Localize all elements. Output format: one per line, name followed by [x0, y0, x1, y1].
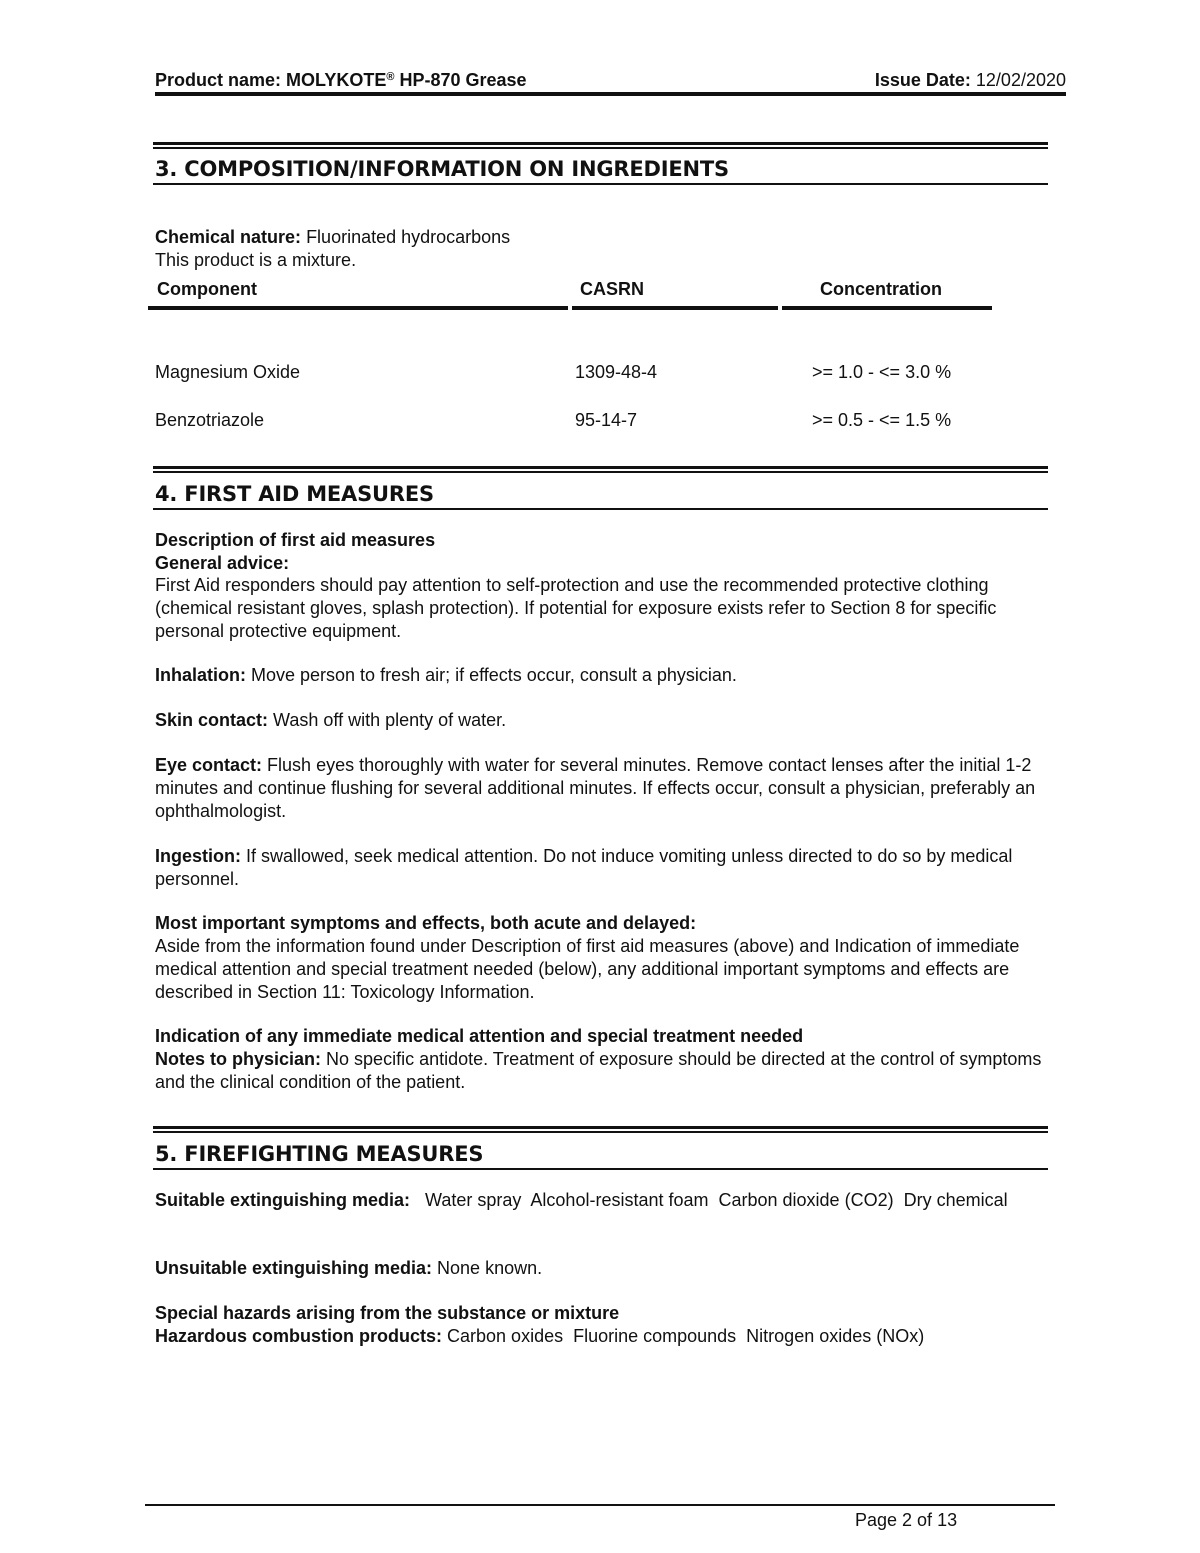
registered-mark: ®	[386, 71, 395, 83]
section-5-title-rule	[153, 1168, 1048, 1170]
general-advice-label: General advice:	[155, 553, 290, 573]
notes-to-physician-label: Notes to physician:	[155, 1049, 322, 1069]
unsuitable-media-label: Unsuitable extinguishing media:	[155, 1258, 433, 1278]
table-header-casrn: CASRN	[580, 279, 645, 299]
ingestion-label: Ingestion:	[155, 846, 241, 866]
section-4-title-rule	[153, 508, 1048, 510]
table-row-1-casrn: 1309-48-4	[575, 362, 658, 382]
issue-date-value: 12/02/2020	[975, 70, 1066, 90]
indication-heading: Indication of any immediate medical attention and special treatment needed	[155, 1026, 804, 1046]
table-row-1-component: Magnesium Oxide	[155, 362, 301, 382]
symptoms-heading: Most important symptoms and effects, both acute and delayed:	[155, 913, 697, 933]
section-4-title: 4. FIRST AID MEASURES	[155, 482, 434, 506]
chemical-nature-value: Fluorinated hydrocarbons	[306, 227, 511, 247]
product-name	[155, 69, 527, 91]
table-row-1-concentration: >= 1.0 - <= 3.0 %	[812, 362, 952, 382]
issue-date-label: Issue Date:	[874, 70, 971, 90]
section-5-title: 5. FIREFIGHTING MEASURES	[155, 1142, 484, 1166]
ingestion	[155, 845, 1040, 891]
skin-contact-text: Wash off with plenty of water.	[268, 710, 507, 730]
chemical-nature	[155, 226, 1055, 249]
table-header-rule-1	[148, 306, 568, 310]
eye-contact-label: Eye contact:	[155, 755, 263, 775]
notes-to-physician	[155, 1048, 1045, 1094]
table-row-2-casrn: 95-14-7	[575, 410, 638, 430]
chemical-nature-label: Chemical nature:	[155, 227, 302, 247]
unsuitable-media	[155, 1257, 1055, 1280]
issue-date	[875, 69, 1066, 91]
section-3-title: 3. COMPOSITION/INFORMATION ON INGREDIENTS	[155, 157, 729, 181]
symptoms-text: Aside from the information found under Description of first aid measures (above) and Indication of immediate medical attention and special treatment needed (below), any additional important symptoms and effects are described in Section 11: Toxicology Information.	[155, 936, 1020, 1002]
section-3-top-rule	[153, 142, 1048, 149]
product-name-rest: HP-870 Grease	[394, 70, 527, 90]
section-4-top-rule	[153, 466, 1048, 473]
section-5-top-rule	[153, 1126, 1048, 1133]
combustion-products-label: Hazardous combustion products:	[155, 1326, 443, 1346]
combustion-products	[155, 1325, 1055, 1348]
ingestion-text: If swallowed, seek medical attention. Do not induce vomiting unless directed to do so by medical personnel.	[155, 846, 1013, 889]
skin-contact	[155, 709, 1055, 732]
table-header-rule-2	[572, 306, 778, 310]
combustion-products-text: Carbon oxides Fluorine compounds Nitrogen oxides (NOx)	[442, 1326, 925, 1346]
table-header-component: Component	[157, 279, 257, 299]
suitable-media-label: Suitable extinguishing media:	[155, 1190, 411, 1210]
footer-rule	[145, 1504, 1055, 1506]
section-3-title-rule	[153, 183, 1048, 185]
header-rule	[155, 92, 1066, 96]
special-hazards-heading: Special hazards arising from the substance or mixture	[155, 1303, 620, 1323]
skin-contact-label: Skin contact:	[155, 710, 269, 730]
eye-contact	[155, 754, 1040, 823]
unsuitable-media-text: None known.	[432, 1258, 543, 1278]
page-number: Page 2 of 13	[855, 1510, 958, 1530]
table-row-2-component: Benzotriazole	[155, 410, 265, 430]
table-header-rule-3	[782, 306, 992, 310]
table-header-concentration: Concentration	[820, 279, 943, 299]
suitable-media-text: Water spray Alcohol-resistant foam Carbon dioxide (CO2) Dry chemical	[410, 1190, 1008, 1210]
suitable-media	[155, 1189, 1015, 1212]
inhalation-label: Inhalation:	[155, 665, 246, 685]
table-row-2-concentration: >= 0.5 - <= 1.5 %	[812, 410, 952, 430]
notes-to-physician-text: No specific antidote. Treatment of exposure should be directed at the control of symptoms and the clinical condition of the patient.	[155, 1049, 1042, 1092]
product-name-label: Product name: MOLYKOTE	[155, 70, 387, 90]
mixture-note: This product is a mixture.	[155, 250, 357, 270]
inhalation	[155, 664, 1055, 687]
eye-contact-text: Flush eyes thoroughly with water for several minutes. Remove contact lenses after the initial 1-2 minutes and continue flushing for several additional minutes. If effects occur, consult a physician, preferably an ophthalmologist.	[155, 755, 1036, 821]
first-aid-description-heading: Description of first aid measures	[155, 530, 436, 550]
general-advice-text: First Aid responders should pay attention to self-protection and use the recommended protective clothing (chemical resistant gloves, splash protection). If potential for exposure exists refer to Section 8 for specific personal protective equipment.	[155, 575, 997, 641]
inhalation-text: Move person to fresh air; if effects occur, consult a physician.	[246, 665, 737, 685]
